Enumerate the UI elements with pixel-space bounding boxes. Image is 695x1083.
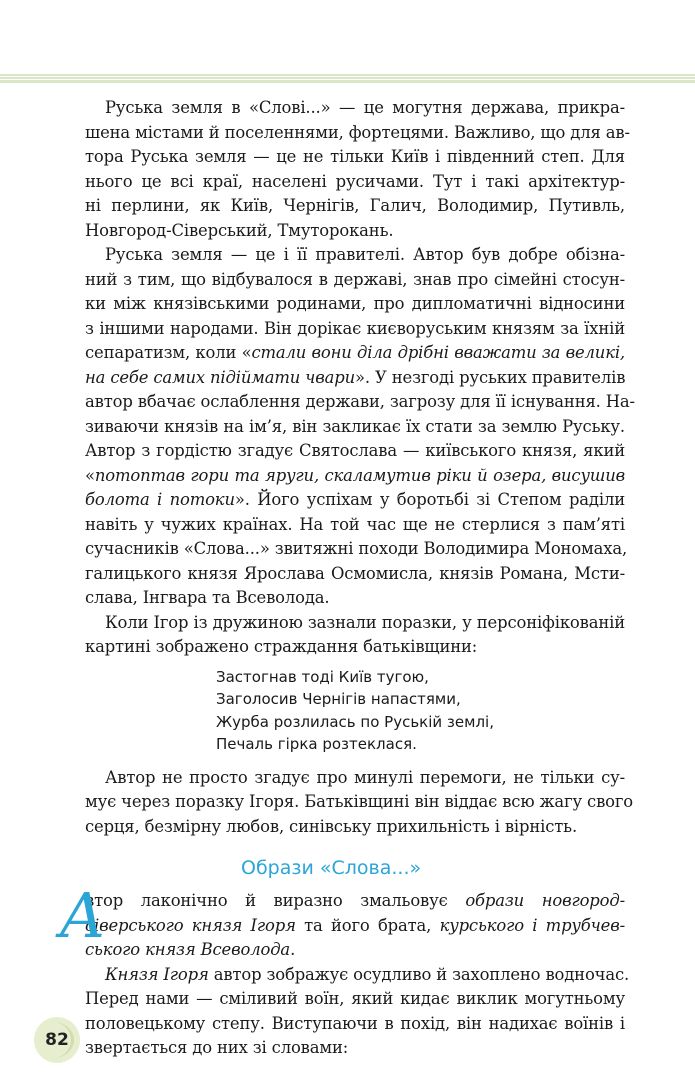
text-line	[85, 914, 625, 939]
text-line: слава, Інгвара та Всеволода.	[85, 588, 330, 607]
text-line: ні перлини, як Київ, Чернігів, Галич, Володимир, Путивль,	[85, 196, 625, 215]
emphasis-fragment: образи новгород-	[465, 891, 625, 911]
text-fragment: «	[85, 465, 95, 485]
quote-fragment: стали вони діла дрібні вважати за великі,	[251, 343, 625, 362]
text-line: з іншими народами. Він дорікає києворуським князям за їхній	[85, 318, 625, 338]
text-line: половецькому степу. Виступаючи в похід, він надихає воїнів і	[85, 1013, 625, 1033]
text-line: Коли Ігор із дружиною зазнали поразки, у персоніфікованій	[105, 612, 625, 632]
text-line: Руська земля — це і її правителі. Автор був добре обізна-	[105, 245, 625, 264]
text-line: серця, безмірну любов, синівську прихильність і вірність.	[85, 816, 578, 836]
quote-fragment: потоптав гори та яруги, скаламутив ріки й озера, висушив	[94, 465, 625, 485]
text-fragment: та його брата,	[295, 915, 440, 935]
top-decorative-bar	[0, 74, 695, 86]
text-line: Новгород-Сіверський, Тмуторокань.	[85, 220, 394, 240]
verse-quote	[216, 666, 625, 756]
paragraph-dropcap	[59, 879, 625, 963]
page-number-text: 82	[45, 1030, 69, 1050]
section-title: Образи «Слова...»	[241, 857, 422, 880]
text-line: зиваючи князів на ім’я, він закликає їх стати за землю Руську.	[85, 416, 625, 436]
dropcap-letter: А	[59, 879, 106, 953]
verse-line: Журба розлилась по Руській землі,	[216, 712, 494, 731]
verse-line: Печаль гірка розтеклася.	[216, 735, 417, 754]
paragraph-porazka	[85, 611, 625, 660]
text-line: ний з тим, що відбувалося в державі, знав про сімейні стосун-	[85, 269, 625, 289]
text-line: Автор з гордістю згадує Святослава — київського князя, який	[85, 441, 625, 460]
text-line: автор вбачає ослаблення держави, загрозу для її існування. На-	[85, 392, 635, 411]
text-line: сучасників «Слова...» звитяжні походи Володимира Мономаха,	[85, 539, 628, 558]
paragraph-ruska-zemlia	[85, 96, 630, 243]
text-line: нього це всі краї, населені русичами. Тут і такі архітектур-	[85, 171, 625, 191]
text-line: Автор не просто згадує про минулі перемоги, не тільки су-	[105, 767, 625, 787]
emphasis-fragment: курського і трубчев-	[439, 915, 625, 935]
paragraph-pravyteli	[85, 243, 635, 611]
text-line: картині зображено страждання батьківщини:	[85, 637, 478, 656]
text-line: Руська земля в «Слові...» — це могутня держава, прикра-	[105, 98, 625, 117]
text-line	[85, 341, 625, 366]
text-line	[85, 938, 625, 963]
quote-fragment: на себе самих підіймати чвари	[85, 367, 355, 387]
text-line	[85, 464, 625, 489]
verse-line: Застогнав тоді Київ тугою,	[216, 667, 429, 686]
emphasis-fragment: ського князя Всеволода	[85, 940, 291, 960]
text-fragment: втор лаконічно й виразно змальовує	[85, 891, 466, 911]
page-content	[59, 96, 635, 1061]
paragraph-kniaz-ihor	[85, 963, 630, 1061]
text-line	[85, 488, 625, 513]
paragraph-after-verse	[85, 766, 634, 840]
text-line: Перед нами — сміливий воїн, який кидає виклик могутньому	[85, 989, 625, 1009]
text-line: галицького князя Ярослава Осмомисла, князів Романа, Мсти-	[85, 563, 625, 583]
text-line: навіть у чужих країнах. На той час ще не стерлися з пам’яті	[85, 514, 625, 534]
quote-fragment: болота і потоки	[85, 490, 235, 509]
verse-line: Заголосив Чернігів напастями,	[216, 690, 461, 709]
text-fragment: автор зображує осудливо й захоплено водночас.	[208, 964, 630, 984]
text-fragment: ». Його успіхам у боротьбі зі Степом раділи	[234, 490, 625, 509]
text-line: шена містами й поселеннями, фортецями. Важливо, що для ав-	[85, 122, 630, 142]
text-line	[85, 963, 630, 988]
text-line: ки між князівськими родинами, про дипломатичні відносини	[85, 294, 625, 313]
text-line: звертається до них зі словами:	[85, 1038, 349, 1058]
text-fragment: ». У незгоді руських правителів	[355, 367, 626, 387]
text-line: мує через поразку Ігоря. Батьківщині він віддає всю жагу свого	[85, 792, 634, 812]
text-fragment: сепаратизм, коли «	[85, 343, 252, 362]
emphasis-fragment: сіверського князя Ігоря	[85, 915, 296, 935]
emphasis-fragment: Князя Ігоря	[105, 964, 209, 984]
page-number	[34, 1017, 80, 1063]
text-fragment: .	[290, 940, 296, 960]
text-line	[85, 889, 625, 914]
text-line	[85, 366, 625, 391]
text-line: тора Руська земля — це не тільки Київ і південний степ. Для	[85, 147, 625, 166]
